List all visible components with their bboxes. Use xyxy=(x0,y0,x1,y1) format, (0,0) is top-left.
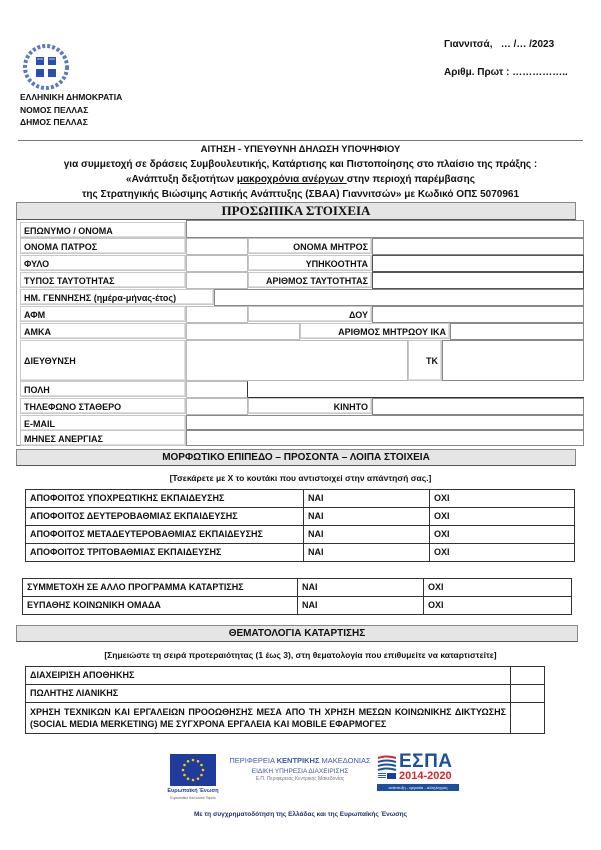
org-block xyxy=(20,91,122,129)
label-mobile: ΚΙΝΗΤΟ xyxy=(248,398,372,414)
yes-option[interactable]: ΝΑΙ xyxy=(298,597,424,615)
label-city: ΠΟΛΗ xyxy=(20,381,186,397)
eu-mini-flag-icon xyxy=(387,773,396,779)
title-line-4: της Στρατηγικής Βιώσιμης Αστικής Ανάπτυξης (ΣΒΑΑ) Γιαννιτσών» με Κωδικό ΟΠΣ 5070961 xyxy=(81,189,520,200)
table-row xyxy=(26,685,545,703)
topic-label: ΧΡΗΣΗ ΤΕΧΝΙΚΩΝ ΚΑΙ ΕΡΓΑΛΕΙΩΝ ΠΡΟΟΩΘΗΣΗΣ ΜΕΣΑ ΑΠΟ ΤΗ ΧΡΗΣΗ ΜΕΣΩΝ ΚΟΙΝΩΝΙΚΗΣ ΔΙΚΤΥΩΣΗΣ (SOCIAL MEDIA MERKETING) ΜΕ ΣΥΓΧΡΟΝΑ ΕΡΓΑΛΕΙΑ ΚΑΙ MOBILE ΕΦΑΡΜΟΓΕΣ xyxy=(26,703,511,734)
org-line-prefecture: ΝΟΜΟΣ ΠΕΛΛΑΣ xyxy=(20,104,89,115)
org-line-municipality: ΔΗΜΟΣ ΠΕΛΛΑΣ xyxy=(20,117,88,127)
date-line: Γιαννιτσά, … /… /2023 xyxy=(444,39,555,50)
label-amka: ΑΜΚΑ xyxy=(20,323,186,339)
table-row xyxy=(26,703,545,734)
label-unemployment-months: ΜΗΝΕΣ ΑΝΕΡΓΙΑΣ xyxy=(20,430,186,446)
other-info-table xyxy=(22,578,572,615)
other-info-label: ΣΥΜΜΕΤΟΧΗ ΣΕ ΑΛΛΟ ΠΡΟΓΡΑΜΜΑ ΚΑΤΑΡΤΙΣΗΣ xyxy=(23,579,298,597)
label-father-name: ΟΝΟΜΑ ΠΑΤΡΟΣ xyxy=(20,238,186,254)
landline-field[interactable] xyxy=(186,398,248,415)
surname-name-field[interactable] xyxy=(186,220,584,238)
topics-section-heading: ΘΕΜΑΤΟΛΟΓΙΑ ΚΑΤΑΡΤΙΣΗΣ xyxy=(16,625,578,642)
title-block xyxy=(0,142,601,202)
label-birth-date: ΗΜ. ΓΕΝΝΗΣΗΣ (ημέρα-μήνας-έτος) xyxy=(20,289,214,305)
table-row xyxy=(23,597,572,615)
label-mother-name: ΟΝΟΜΑ ΜΗΤΡΟΣ xyxy=(248,238,372,254)
yes-option[interactable]: ΝΑΙ xyxy=(298,579,424,597)
label-doy: ΔΟΥ xyxy=(248,306,372,322)
label-citizenship: ΥΠΗΚΟΟΤΗΤΑ xyxy=(248,255,372,271)
no-option[interactable]: ΟΧΙ xyxy=(424,597,572,615)
afm-field[interactable] xyxy=(186,306,248,323)
personal-section-heading: ΠΡΟΣΩΠΙΚΑ ΣΤΟΙΧΕΙΑ xyxy=(16,202,576,220)
education-label: ΑΠΟΦΟΙΤΟΣ ΔΕΥΤΕΡΟΒΑΘΜΙΑΣ ΕΚΠΑΙΔΕΥΣΗΣ xyxy=(26,508,304,526)
city-extra-field[interactable] xyxy=(248,381,584,398)
label-id-type: ΤΥΠΟΣ ΤΑΥΤΟΤΗΤΑΣ xyxy=(20,272,186,288)
table-row xyxy=(26,490,575,508)
label-landline: ΤΗΛΕΦΩΝΟ ΣΤΑΘΕΡΟ xyxy=(20,398,186,414)
table-row xyxy=(26,526,575,544)
yes-option[interactable]: ΝΑΙ xyxy=(304,508,430,526)
cofunding-text: Με τη συγχρηματοδότηση της Ελλάδας και της Ευρωπαϊκής Ένωσης xyxy=(193,811,408,818)
topics-instruction: [Σημειώστε τη σειρά προτεραιότητας (1 έως 3), στη θεματολογία που επιθυμείτε να καταρτιστείτε] xyxy=(104,650,497,660)
table-row xyxy=(26,544,575,562)
label-email: E-MAIL xyxy=(20,415,186,431)
no-option[interactable]: ΟΧΙ xyxy=(430,490,575,508)
no-option[interactable]: ΟΧΙ xyxy=(430,508,575,526)
topics-table xyxy=(25,666,545,734)
table-row xyxy=(23,579,572,597)
father-name-field[interactable] xyxy=(186,238,248,255)
label-address: ΔΙΕΥΘΥΝΣΗ xyxy=(20,340,186,381)
espa-tagline: ανάπτυξη - εργασία - αλληλεγγύη xyxy=(377,784,459,791)
region-title xyxy=(226,756,374,765)
address-field[interactable] xyxy=(186,340,408,381)
no-option[interactable]: ΟΧΙ xyxy=(430,526,575,544)
title-line-3-suffix: στην περιοχή παρέμβασης xyxy=(346,174,475,185)
eu-sub-label: Ευρωπαϊκό Κοινωνικό Ταμείο xyxy=(170,796,216,800)
id-type-field[interactable] xyxy=(186,272,248,289)
greek-emblem-icon xyxy=(23,44,69,90)
id-number-field[interactable] xyxy=(372,272,584,289)
no-option[interactable]: ΟΧΙ xyxy=(424,579,572,597)
yes-option[interactable]: ΝΑΙ xyxy=(304,544,430,562)
espa-title: ΕΣΠΑ xyxy=(399,751,453,772)
title-line-3-underlined: μακροχρόνια ανέργων xyxy=(236,174,347,185)
education-label: ΑΠΟΦΟΙΤΟΣ ΤΡΙΤΟΒΑΘΜΙΑΣ ΕΚΠΑΙΔΕΥΣΗΣ xyxy=(26,544,304,562)
eu-label: Ευρωπαϊκή Ένωση xyxy=(167,788,219,794)
label-surname-name: ΕΠΩΝΥΜΟ / ΟΝΟΜΑ xyxy=(20,222,186,238)
table-row xyxy=(26,667,545,685)
mother-name-field[interactable] xyxy=(372,238,584,255)
eu-flag-icon xyxy=(170,754,216,786)
agency-title: ΕΙΔΙΚΗ ΥΠΗΡΕΣΙΑ ΔΙΑΧΕΙΡΙΣΗΣ xyxy=(251,768,349,775)
priority-field[interactable] xyxy=(511,685,545,703)
priority-field[interactable] xyxy=(511,703,545,734)
education-instruction: [Τσεκάρετε με Χ το κουτάκι που αντιστοιχεί στην απάντησή σας.] xyxy=(169,473,432,483)
greek-flag-icon xyxy=(378,773,386,779)
email-field[interactable] xyxy=(186,415,584,430)
label-ika: ΑΡΙΘΜΟΣ ΜΗΤΡΩΟΥ ΙΚΑ xyxy=(300,323,450,339)
title-main: ΑΙΤΗΣΗ - ΥΠΕΥΘΥΝΗ ΔΗΛΩΣΗ ΥΠΟΨΗΦΙΟΥ xyxy=(200,144,401,155)
education-label: ΑΠΟΦΟΙΤΟΣ ΥΠΟΧΡΕΩΤΙΚΗΣ ΕΚΠΑΙΔΕΥΣΗΣ xyxy=(26,490,304,508)
priority-field[interactable] xyxy=(511,667,545,685)
title-line-2: για συμμετοχή σε δράσεις Συμβουλευτικής, Κατάρτισης και Πιστοποίησης στο πλαίσιο της πράξης : xyxy=(63,159,538,170)
unemployment-months-field[interactable] xyxy=(186,430,584,446)
no-option[interactable]: ΟΧΙ xyxy=(430,544,575,562)
yes-option[interactable]: ΝΑΙ xyxy=(304,526,430,544)
topic-label: ΔΙΑΧΕΙΡΙΣΗ ΑΠΟΘΗΚΗΣ xyxy=(26,667,511,685)
espa-logo xyxy=(377,753,465,793)
postal-code-field[interactable] xyxy=(442,340,584,381)
espa-years: 2014-2020 xyxy=(399,770,452,782)
region-block xyxy=(226,756,374,782)
table-row xyxy=(26,508,575,526)
title-line-3-prefix: «Ανάπτυξη δεξιοτήτων xyxy=(126,174,237,185)
label-postal-code: ΤΚ xyxy=(408,340,442,381)
label-gender: ΦΥΛΟ xyxy=(20,255,186,271)
region-bold: ΚΕΝΤΡΙΚΗΣ xyxy=(276,756,320,765)
agency-subtitle: Ε.Π. Περιφέρειας Κεντρικής Μακεδονίας xyxy=(255,776,345,782)
protocol-line: Αριθμ. Πρωτ : …………….. xyxy=(444,67,568,78)
org-line-republic: ΕΛΛΗΝΙΚΗ ΔΗΜΟΚΡΑΤΙΑ xyxy=(20,92,123,102)
espa-waves-icon xyxy=(377,755,397,771)
city-field[interactable] xyxy=(186,381,248,398)
ika-field[interactable] xyxy=(450,323,584,340)
region-prefix: ΠΕΡΙΦΕΡΕΙΑ xyxy=(229,756,277,765)
citizenship-field[interactable] xyxy=(372,255,584,272)
education-label: ΑΠΟΦΟΙΤΟΣ ΜΕΤΑΔΕΥΤΕΡΟΒΑΘΜΙΑΣ ΕΚΠΑΙΔΕΥΣΗΣ xyxy=(26,526,304,544)
label-id-number: ΑΡΙΘΜΟΣ ΤΑΥΤΟΤΗΤΑΣ xyxy=(248,272,372,288)
label-afm: ΑΦΜ xyxy=(20,306,186,322)
title-line-3 xyxy=(0,172,601,187)
amka-field[interactable] xyxy=(186,323,300,340)
education-section-heading: ΜΟΡΦΩΤΙΚΟ ΕΠΙΠΕΔΟ – ΠΡΟΣΟΝΤΑ – ΛΟΙΠΑ ΣΤΟΙΧΕΙΑ xyxy=(16,449,576,466)
education-table xyxy=(25,489,575,562)
region-suffix: ΜΑΚΕΔΟΝΙΑΣ xyxy=(319,756,371,765)
doy-field[interactable] xyxy=(372,306,584,323)
gender-field[interactable] xyxy=(186,255,248,272)
other-info-label: ΕΥΠΑΘΗΣ ΚΟΙΝΩΝΙΚΗ ΟΜΑΔΑ xyxy=(23,597,298,615)
topic-label: ΠΩΛΗΤΗΣ ΛΙΑΝΙΚΗΣ xyxy=(26,685,511,703)
header-divider xyxy=(18,140,583,141)
birth-date-field[interactable] xyxy=(214,289,584,306)
mobile-field[interactable] xyxy=(372,398,584,415)
yes-option[interactable]: ΝΑΙ xyxy=(304,490,430,508)
